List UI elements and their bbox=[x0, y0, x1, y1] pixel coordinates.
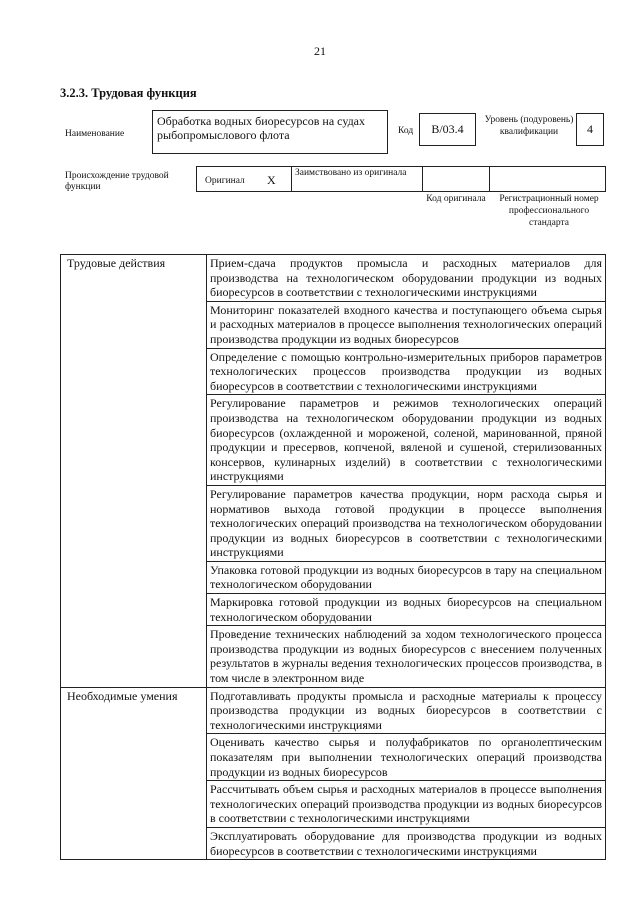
table-row bbox=[61, 255, 606, 302]
naimenovanie-label: Наименование bbox=[65, 129, 125, 139]
reg-nomer-label: Регистрационный номер профессионального стандарта bbox=[499, 194, 599, 228]
table-row bbox=[61, 687, 606, 734]
kod-originala-label: Код оригинала bbox=[426, 194, 486, 204]
table-cell: Мониторинг показателей входного качества и поступающего объема сырья и расходных материалов в процессе выполнения технологических операций производства продукции из водных биоресурсов bbox=[207, 301, 606, 348]
page-number: 21 bbox=[314, 44, 326, 58]
origin-label: Происхождение трудовой функции bbox=[65, 171, 169, 192]
table-cell: Рассчитывать объем сырья и расходных материалов в процессе выполнения технологических операций производства продукции из водных биоресурсов в соответствии с технологическими инструкциями bbox=[207, 781, 606, 828]
kod-originala-cell bbox=[422, 167, 490, 191]
original-label: Оригинал bbox=[205, 176, 245, 186]
original-mark: X bbox=[267, 173, 276, 187]
origin-row bbox=[196, 166, 606, 192]
uroven-label: Уровень (подуровень) квалификации bbox=[484, 115, 574, 137]
table-cell: Регулирование параметров и режимов технологических операций производства на технологическом оборудовании продукции из водных биоресурсов (охлажденной и мороженой, соленой, маринованной, пряной продукции и пресервов, копченой, вяленой и сушеной, стерилизованных консервов, кулинарных изделий) в соответствии с технологическими инструкциями bbox=[207, 395, 606, 486]
table-cell: Маркировка готовой продукции из водных биоресурсов на специальном технологическом оборудовании bbox=[207, 594, 606, 626]
origin-original-cell bbox=[197, 167, 292, 191]
uroven-value: 4 bbox=[576, 113, 604, 146]
table-cell: Прием-сдача продуктов промысла и расходных материалов для производства на технологическом оборудовании продукции из водных биоресурсов в соответствии с технологическими инструкциями bbox=[207, 255, 606, 302]
reg-nomer-cell bbox=[489, 167, 607, 191]
table-cell: Определение с помощью контрольно-измерительных приборов параметров технологических процессов производства продукции из водных биоресурсов в соответствии с технологическими инструкциями bbox=[207, 348, 606, 395]
table-cell: Оценивать качество сырья и полуфабрикатов по органолептическим показателям при выполнении технологических операций производства продукции из водных биоресурсов bbox=[207, 734, 606, 781]
table-cell: Эксплуатировать оборудование для производства продукции из водных биоресурсов в соответствии с технологическими инструкциями bbox=[207, 827, 606, 859]
borrowed-label: Заимствовано из оригинала bbox=[295, 168, 407, 178]
functions-table bbox=[60, 254, 606, 860]
table-cell: Проведение технических наблюдений за ходом технологического процесса производства продукции из водных биоресурсов с внесением полученных результатов в журналы ведения технологических процессов производства, в том числе в электронном виде bbox=[207, 626, 606, 687]
table-cell: Регулирование параметров качества продукции, норм расхода сырья и нормативов выхода готовой продукции в процессе выполнения технологических операций производства на технологическом оборудовании продукции из водных биоресурсов в соответствии с технологическими инструкциями bbox=[207, 485, 606, 561]
section-name: Необходимые умения bbox=[61, 687, 207, 860]
origin-borrowed-cell bbox=[291, 167, 423, 191]
kod-value: B/03.4 bbox=[419, 113, 476, 146]
table-cell: Упаковка готовой продукции из водных биоресурсов в тару на специальном технологическом оборудовании bbox=[207, 561, 606, 593]
table-cell: Подготавливать продукты промысла и расходные материалы к процессу производства продукции из водных биоресурсов в соответствии с технологическими инструкциями bbox=[207, 687, 606, 734]
section-title: 3.2.3. Трудовая функция bbox=[60, 86, 197, 100]
naimenovanie-value: Обработка водных биоресурсов на судах рыбопромыслового флота bbox=[152, 110, 388, 154]
section-name: Трудовые действия bbox=[61, 255, 207, 688]
kod-label: Код bbox=[398, 126, 414, 136]
